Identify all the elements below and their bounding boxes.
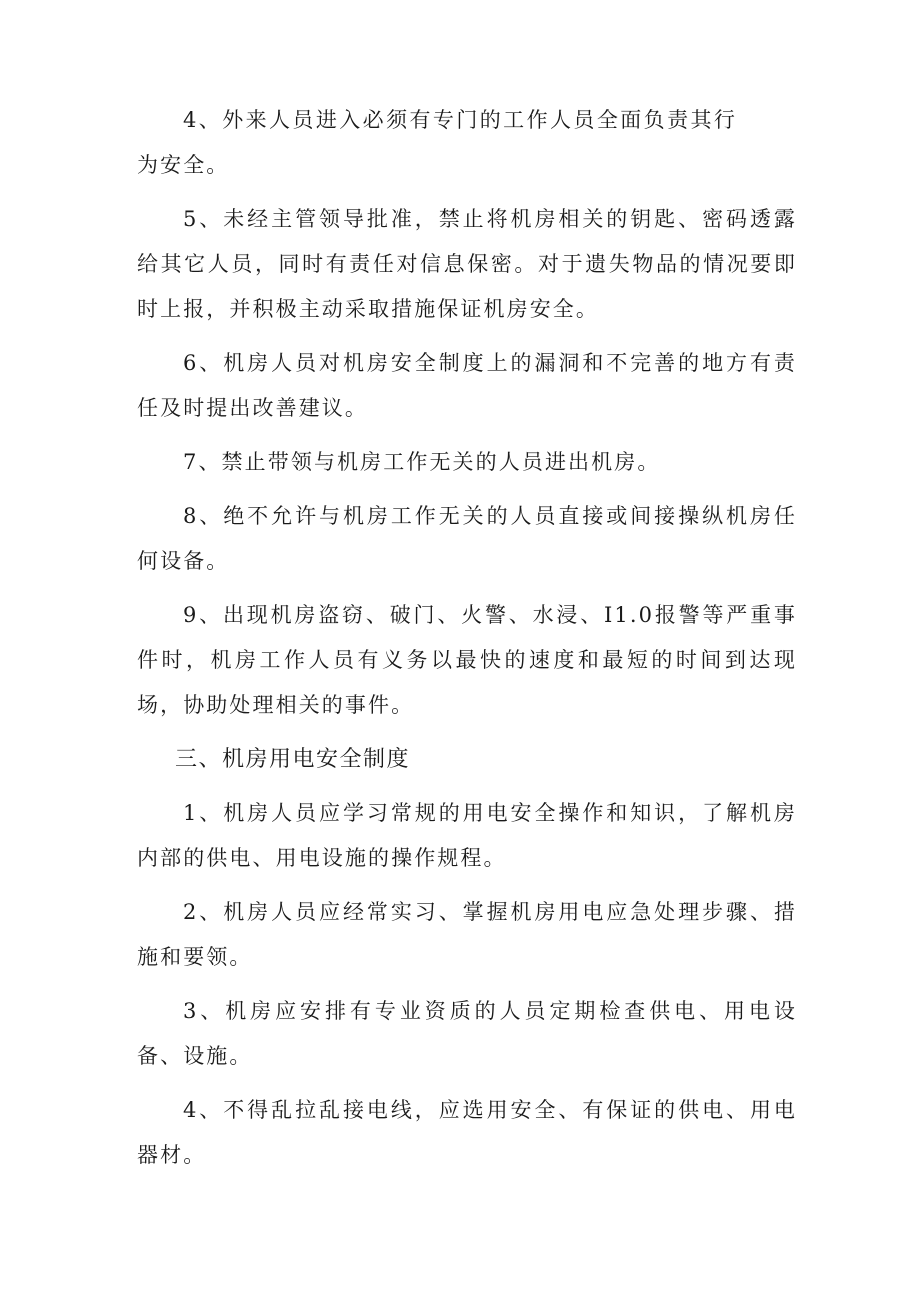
paragraph-rule-6: 6、机房人员对机房安全制度上的漏洞和不完善的地方有责任及时提出改善建议。 — [137, 351, 797, 420]
paragraph-rule-5: 5、未经主管领导批准，禁止将机房相关的钥匙、密码透露给其它人员，同时有责任对信息保密。对于遗失物品的情况要即时上报，并积极主动采取措施保证机房安全。 — [137, 207, 797, 321]
paragraph-power-rule-1: 1、机房人员应学习常规的用电安全操作和知识，了解机房内部的供电、用电设施的操作规程。 — [137, 801, 797, 870]
document-body — [137, 98, 797, 1187]
paragraph-rule-8: 8、绝不允许与机房工作无关的人员直接或间接操纵机房任何设备。 — [137, 504, 797, 573]
section-heading: 三、机房用电安全制度 — [175, 747, 411, 772]
paragraph-power-rule-4: 4、不得乱拉乱接电线，应选用安全、有保证的供电、用电器材。 — [137, 1098, 797, 1167]
paragraph-power-rule-2: 2、机房人员应经常实习、掌握机房用电应急处理步骤、措施和要领。 — [137, 900, 797, 969]
paragraph-power-rule-3: 3、机房应安排有专业资质的人员定期检查供电、用电设备、设施。 — [137, 999, 797, 1068]
paragraph-rule-9: 9、出现机房盗窃、破门、火警、水浸、I1.0报警等严重事件时，机房工作人员有义务以最快的速度和最短的时间到达现场，协助处理相关的事件。 — [137, 603, 797, 717]
paragraph-rule-4: 4、外来人员进入必须有专门的工作人员全面负责其行为安全。 — [137, 108, 737, 177]
paragraph-rule-7: 7、禁止带领与机房工作无关的人员进出机房。 — [183, 450, 661, 474]
